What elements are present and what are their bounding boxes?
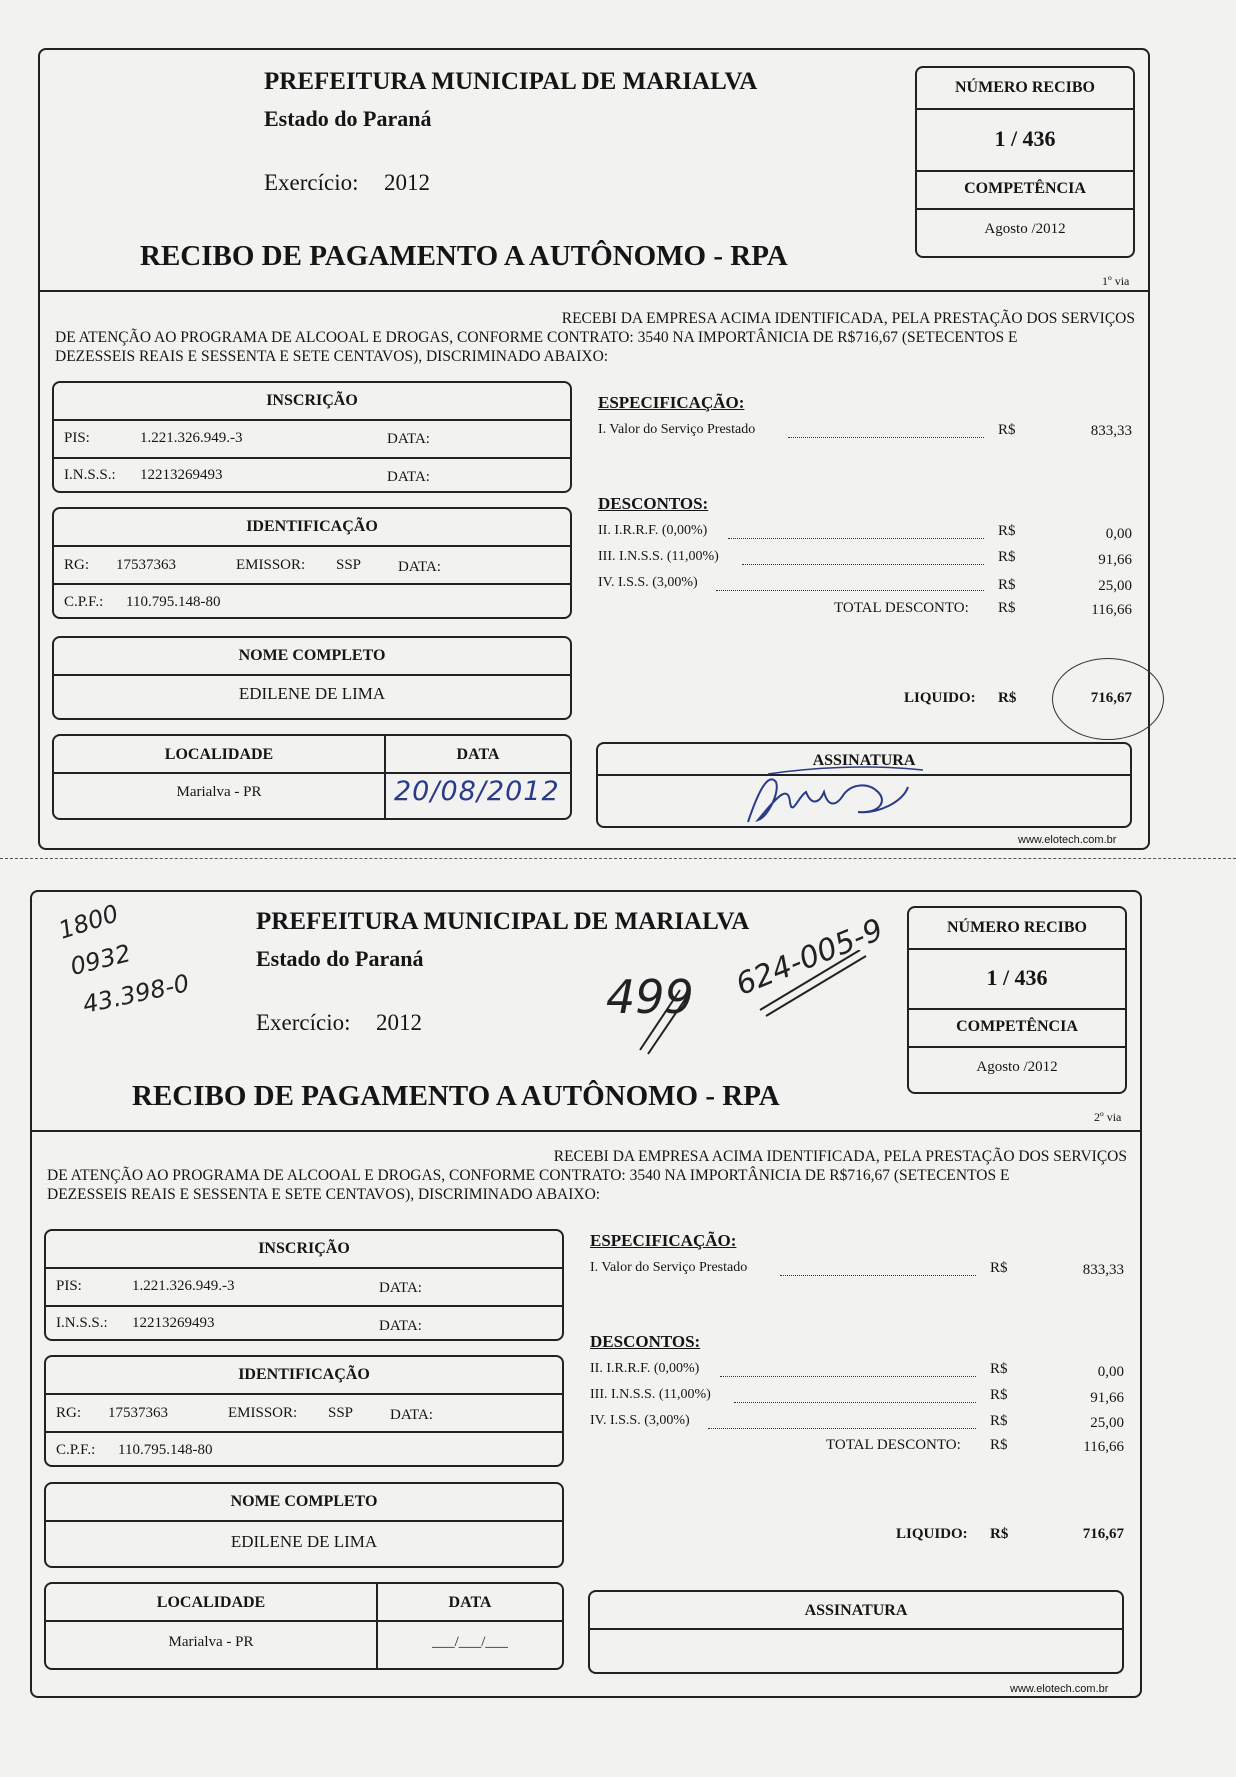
competencia-label: COMPETÊNCIA xyxy=(964,180,1086,197)
intro-line-3: DEZESSEIS REAIS E SESSENTA E SETE CENTAVOS), DISCRIMINADO ABAIXO: xyxy=(47,1186,601,1203)
inss-data-label: DATA: xyxy=(379,1318,422,1334)
irrf-currency: R$ xyxy=(998,523,1016,539)
org-name: PREFEITURA MUNICIPAL DE MARIALVA xyxy=(256,908,750,935)
inss-desc-currency: R$ xyxy=(998,549,1016,565)
handwritten-bank: 1800 xyxy=(55,899,122,945)
website: www.elotech.com.br xyxy=(1018,834,1117,846)
inscricao-box xyxy=(44,1229,564,1341)
especificacao-title: ESPECIFICAÇÃO: xyxy=(598,393,745,412)
blank-date: ___/___/___ xyxy=(432,1634,508,1650)
inss-label: I.N.S.S.: xyxy=(56,1315,108,1331)
nome-value: EDILENE DE LIMA xyxy=(238,684,386,703)
rg-value: 17537363 xyxy=(116,557,176,573)
state-name: Estado do Paraná xyxy=(264,106,432,131)
exercicio-value: 2012 xyxy=(376,1010,422,1035)
localidade-box xyxy=(44,1582,564,1670)
servico-value: 833,33 xyxy=(1082,1262,1124,1278)
inss-desc-value: 91,66 xyxy=(1090,1390,1124,1406)
iss-currency: R$ xyxy=(998,577,1016,593)
total-desconto-value: 116,66 xyxy=(1083,1439,1124,1455)
descontos-title: DESCONTOS: xyxy=(598,494,709,513)
emissor-label: EMISSOR: xyxy=(228,1405,298,1421)
localidade-title: LOCALIDADE xyxy=(156,1594,266,1611)
receipt-number-box xyxy=(915,66,1135,258)
pis-label: PIS: xyxy=(56,1278,82,1294)
handwritten-account: 43.398-0 xyxy=(80,969,192,1019)
liquido-currency: R$ xyxy=(998,690,1017,706)
assinatura-box xyxy=(588,1590,1124,1674)
competencia-value: Agosto /2012 xyxy=(976,1059,1058,1075)
iss-label: IV. I.S.S. (3,00%) xyxy=(598,575,698,590)
intro-line-1: RECEBI DA EMPRESA ACIMA IDENTIFICADA, PELA PRESTAÇÃO DOS SERVIÇOS xyxy=(553,1148,1127,1165)
handwritten-date: 20/08/2012 xyxy=(394,776,560,807)
data-title: DATA xyxy=(456,746,500,763)
nome-value: EDILENE DE LIMA xyxy=(230,1532,378,1551)
nome-title: NOME COMPLETO xyxy=(238,647,386,664)
pis-data-label: DATA: xyxy=(379,1280,422,1296)
irrf-label: II. I.R.R.F. (0,00%) xyxy=(590,1361,700,1376)
state-name: Estado do Paraná xyxy=(256,946,424,971)
total-desconto-currency: R$ xyxy=(990,1437,1008,1453)
emissor-value: SSP xyxy=(328,1405,354,1421)
inss-data-label: DATA: xyxy=(387,469,430,485)
assinatura-box xyxy=(596,742,1132,828)
pis-data-label: DATA: xyxy=(387,431,430,447)
intro-line-2: DE ATENÇÃO AO PROGRAMA DE ALCOOAL E DROGAS, CONFORME CONTRATO: 3540 NA IMPORTÂNICIA DE R$716,67 (SETECENTOS E xyxy=(55,329,1018,346)
exercicio-label: Exercício: xyxy=(256,1010,351,1035)
assinatura-title: ASSINATURA xyxy=(812,752,916,769)
org-name: PREFEITURA MUNICIPAL DE MARIALVA xyxy=(264,68,758,95)
inss-desc-value: 91,66 xyxy=(1098,552,1132,568)
cpf-value: 110.795.148-80 xyxy=(118,1442,213,1458)
inss-value: 12213269493 xyxy=(140,467,223,483)
pis-value: 1.221.326.949.-3 xyxy=(132,1278,235,1294)
data-title: DATA xyxy=(448,1594,492,1611)
servico-currency: R$ xyxy=(998,422,1016,438)
liquido-currency: R$ xyxy=(990,1526,1009,1542)
nome-title: NOME COMPLETO xyxy=(230,1493,378,1510)
exercicio-value: 2012 xyxy=(384,170,430,195)
total-desconto-currency: R$ xyxy=(998,600,1016,616)
emissor-value: SSP xyxy=(336,557,362,573)
inss-desc-label: III. I.N.S.S. (11,00%) xyxy=(598,549,719,564)
descontos-title: DESCONTOS: xyxy=(590,1332,701,1351)
nome-box xyxy=(44,1482,564,1568)
inss-desc-currency: R$ xyxy=(990,1387,1008,1403)
inscricao-title: INSCRIÇÃO xyxy=(258,1240,350,1257)
identificacao-title: IDENTIFICAÇÃO xyxy=(246,518,378,535)
identificacao-box xyxy=(44,1355,564,1467)
rg-data-label: DATA: xyxy=(398,559,441,575)
numero-recibo-label: NÚMERO RECIBO xyxy=(954,79,1095,96)
iss-currency: R$ xyxy=(990,1413,1008,1429)
inscricao-title: INSCRIÇÃO xyxy=(266,392,358,409)
rg-label: RG: xyxy=(56,1405,82,1421)
cut-line xyxy=(0,858,1236,859)
document-title: RECIBO DE PAGAMENTO A AUTÔNOMO - RPA xyxy=(140,240,788,272)
iss-value: 25,00 xyxy=(1098,578,1132,594)
inss-desc-label: III. I.N.S.S. (11,00%) xyxy=(590,1387,711,1402)
rg-value: 17537363 xyxy=(108,1405,168,1421)
handwritten-slash-marks xyxy=(620,950,870,1060)
pis-label: PIS: xyxy=(64,430,90,446)
competencia-value: Agosto /2012 xyxy=(984,221,1066,237)
handwritten-code: 624-005-9 xyxy=(731,912,889,1003)
especificacao-title: ESPECIFICAÇÃO: xyxy=(590,1231,737,1250)
servico-value: 833,33 xyxy=(1090,423,1132,439)
cpf-label: C.P.F.: xyxy=(56,1442,96,1458)
localidade-value: Marialva - PR xyxy=(176,784,262,800)
identificacao-title: IDENTIFICAÇÃO xyxy=(238,1366,370,1383)
rg-data-label: DATA: xyxy=(390,1407,433,1423)
localidade-value: Marialva - PR xyxy=(168,1634,254,1650)
total-desconto-label: TOTAL DESCONTO: xyxy=(834,600,969,616)
servico-currency: R$ xyxy=(990,1260,1008,1276)
document-title: RECIBO DE PAGAMENTO A AUTÔNOMO - RPA xyxy=(132,1080,780,1112)
inss-value: 12213269493 xyxy=(132,1315,215,1331)
receipt-number-box xyxy=(907,906,1127,1094)
liquido-circle-mark xyxy=(1052,658,1164,740)
liquido-label: LIQUIDO: xyxy=(896,1526,968,1542)
numero-recibo-value: 1 / 436 xyxy=(994,126,1056,151)
via-label: 1º via xyxy=(1102,274,1130,288)
irrf-value: 0,00 xyxy=(1105,526,1132,542)
pis-value: 1.221.326.949.-3 xyxy=(140,430,243,446)
cpf-label: C.P.F.: xyxy=(64,594,104,610)
handwritten-number: 499 xyxy=(606,970,694,1024)
inss-label: I.N.S.S.: xyxy=(64,467,116,483)
website: www.elotech.com.br xyxy=(1010,1683,1109,1695)
emissor-label: EMISSOR: xyxy=(236,557,306,573)
irrf-label: II. I.R.R.F. (0,00%) xyxy=(598,523,708,538)
competencia-label: COMPETÊNCIA xyxy=(956,1018,1078,1035)
total-desconto-value: 116,66 xyxy=(1091,602,1132,618)
signature-scribble xyxy=(728,762,928,828)
inscricao-box xyxy=(52,381,572,493)
total-desconto-label: TOTAL DESCONTO: xyxy=(826,1437,961,1453)
numero-recibo-value: 1 / 436 xyxy=(986,965,1048,990)
iss-value: 25,00 xyxy=(1090,1415,1124,1431)
numero-recibo-label: NÚMERO RECIBO xyxy=(946,919,1087,936)
iss-label: IV. I.S.S. (3,00%) xyxy=(590,1413,690,1428)
cpf-value: 110.795.148-80 xyxy=(126,594,221,610)
liquido-value: 716,67 xyxy=(1082,1526,1124,1542)
intro-line-1: RECEBI DA EMPRESA ACIMA IDENTIFICADA, PELA PRESTAÇÃO DOS SERVIÇOS xyxy=(561,310,1135,327)
handwritten-agency: 0932 xyxy=(67,939,134,981)
servico-label: I. Valor do Serviço Prestado xyxy=(590,1260,748,1275)
intro-line-3: DEZESSEIS REAIS E SESSENTA E SETE CENTAVOS), DISCRIMINADO ABAIXO: xyxy=(55,348,609,365)
localidade-box xyxy=(52,734,572,820)
irrf-currency: R$ xyxy=(990,1361,1008,1377)
irrf-value: 0,00 xyxy=(1097,1364,1124,1380)
via-label: 2º via xyxy=(1094,1110,1122,1124)
intro-line-2: DE ATENÇÃO AO PROGRAMA DE ALCOOAL E DROGAS, CONFORME CONTRATO: 3540 NA IMPORTÂNICIA DE R$716,67 (SETECENTOS E xyxy=(47,1167,1010,1184)
liquido-value: 716,67 xyxy=(1090,690,1132,706)
exercicio-label: Exercício: xyxy=(264,170,359,195)
identificacao-box xyxy=(52,507,572,619)
servico-label: I. Valor do Serviço Prestado xyxy=(598,422,756,437)
rg-label: RG: xyxy=(64,557,90,573)
localidade-title: LOCALIDADE xyxy=(164,746,274,763)
nome-box xyxy=(52,636,572,720)
assinatura-title: ASSINATURA xyxy=(804,1602,908,1619)
liquido-label: LIQUIDO: xyxy=(904,690,976,706)
